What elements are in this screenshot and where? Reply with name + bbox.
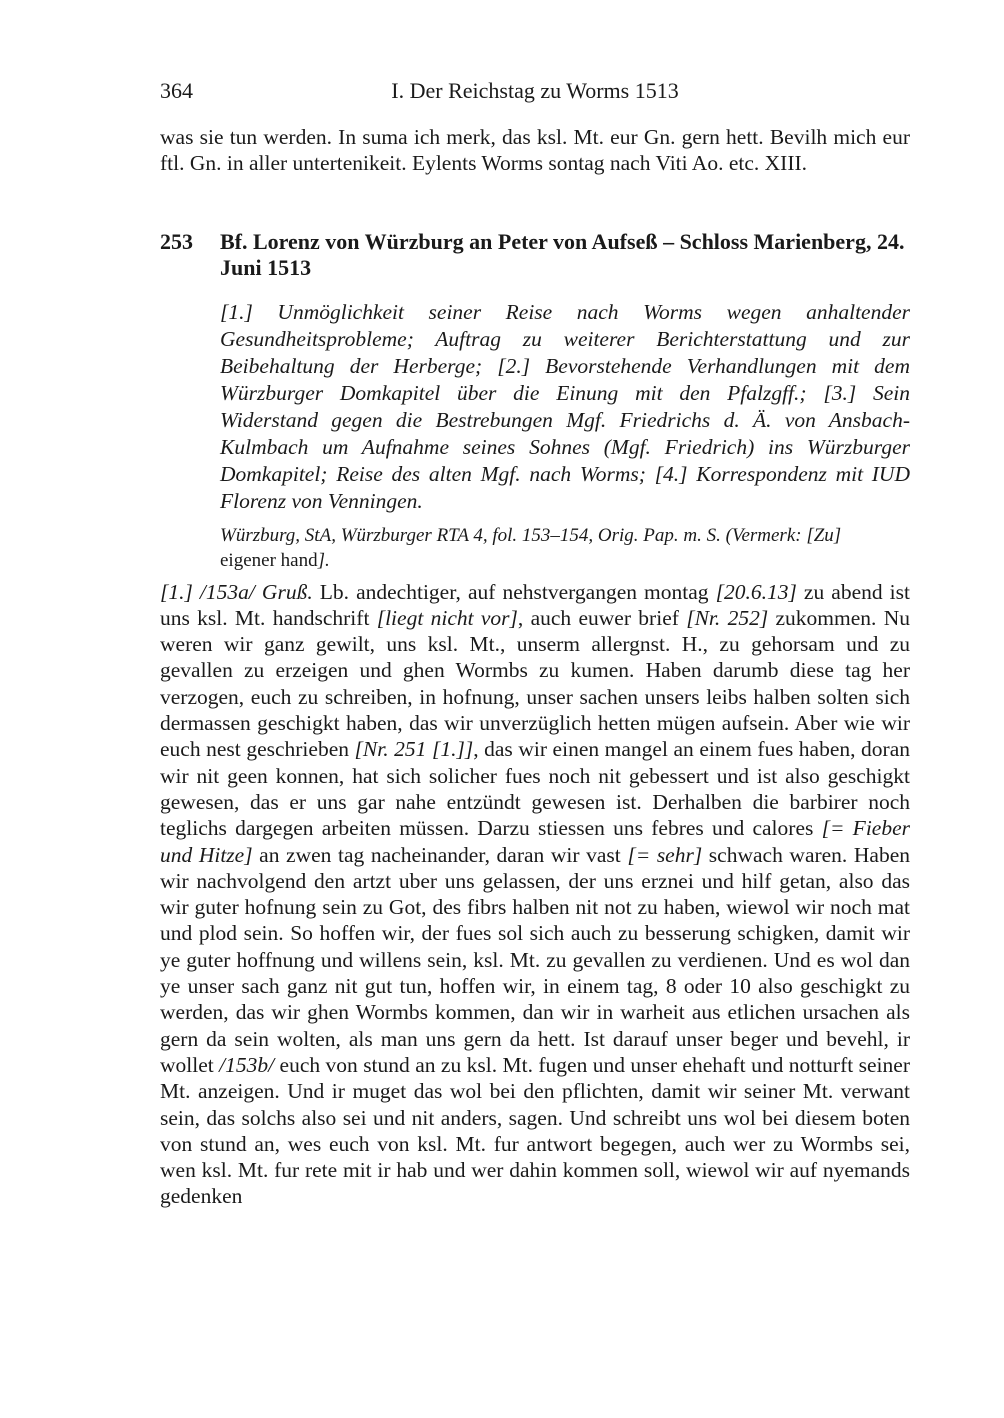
text-segment: , das wir einen mangel an einem fues haben, doran wir nit geen konnen, hat sich solicher fues noch nit gebessert und ist also geschigkt gewesen, das er uns gar nahe entzündt gewesen ist. Derhalben die barbirer noch teglichs dargegen arbeiten müssen. Darzu stiessen uns febres und calores: [160, 737, 911, 841]
section-marker: [1.] /153a/ Gruß.: [160, 579, 313, 604]
text-segment: an zwen tag nacheinander, daran wir vast: [252, 842, 628, 867]
main-text: [160, 579, 910, 1210]
document-summary: [1.] Unmöglichkeit seiner Reise nach Worms wegen anhaltender Gesundheitsprobleme; Auftrag zu weiterer Berichterstattung und zur Beibehaltung der Herberge; [2.] Bevorstehende Verhandlungen mit dem Würzburger Domkapitel über die Einung mit den Pfalzgff.; [3.] Sein Widerstand gegen die Bestrebungen Mgf. Friedrichs d. Ä. von Ansbach-Kulmbach um Aufnahme seines Sohnes (Mgf. Friedrich) ins Würzburger Domkapitel; Reise des alten Mgf. nach Worms; [4.] Korrespondenz mit IUD Florenz von Venningen.: [220, 299, 910, 513]
text-segment: schwach waren. Haben wir nachvolgend den artzt uber uns gelassen, der uns erznei und hilf getan, also das wir guter hofnung sein zu Got, des fibrs halben nit not zu haben, wiewol wir noch mat und plod sein. So hoffen wir, der fues sol sich auch zu besserung schigken, damit wir ye guter hoffnung und willens sein, ksl. Mt. zu gevallen zu verdienen. Und es wol dan ye unser sach ganz nit gut tun, hoffen wir, in einem tag, 8 oder 10 also geschigkt zu werden, das wir ghen Wormbs kommen, dan wir in warheit aus etlichen ursachen als gern da sein wolten, als man uns gern da hett. Ist darauf unser beger und bevehl, ir wollet: [160, 842, 911, 1077]
editorial-date: [20.6.13]: [715, 579, 797, 604]
running-title: I. Der Reichstag zu Worms 1513: [391, 78, 679, 103]
archival-source: [220, 523, 910, 573]
source-archive: Würzburg, StA, Würzburger RTA 4, fol. 153–154, Orig. Pap. m. S. (Vermerk: [Zu]: [220, 524, 842, 546]
document-regest: [220, 299, 910, 573]
cross-reference: [Nr. 251 [1.]]: [354, 737, 474, 762]
text-segment: zukommen. Nu weren wir ganz gewilt, uns ksl. Mt., unserm allergnst. H., zu gehorsam und zu gevallen zu erzeigen und ghen Wormbs zu kumen. Haben darumb diese tag her verzogen, euch zu schreiben, in hofnung, unser sachen unsers leibs halben solten sich dermassen geschigkt haben, das wir unverzüglich hetten mügen aufsein. Aber wie wir euch nest geschrieben: [160, 605, 910, 762]
page-number: 364: [160, 78, 193, 103]
page-header: [160, 78, 910, 108]
editorial-gloss: [= sehr]: [627, 842, 703, 867]
source-note: eigener hand: [220, 549, 318, 571]
document-heading: [160, 229, 910, 281]
text-segment: zu abend ist uns ksl. Mt. handschrift: [160, 579, 910, 630]
intro-paragraph: was sie tun werden. In suma ich merk, das ksl. Mt. eur Gn. gern hett. Bevilh mich eur ftl. Gn. in aller untertenikeit. Eylents Worms sontag nach Viti Ao. etc. XIII.: [160, 125, 910, 176]
source-note-end: ].: [317, 549, 330, 571]
text-segment: euch von stund an zu ksl. Mt. fugen und unser ehehaft und notturft seiner Mt. anzeigen. Und ir muget das wol bei den pflichten, damit wir seiner Mt. verwant sein, das solchs also sei und nit anders, sagen. Und schreibt uns wol bei diesem boten von stund an, wes euch von ksl. Mt. fur antwort begegen, auch wer zu Wormbs sei, wen ksl. Mt. fur rete mit ir hab und wer dahin kommen soll, wiewol wir auf nyemands gedenken: [160, 1052, 910, 1209]
cross-reference: [Nr. 252]: [686, 605, 769, 630]
page: [160, 78, 910, 1210]
document-number: 253: [160, 228, 193, 254]
text-segment: , auch euwer brief: [517, 605, 687, 630]
editorial-note: [liegt nicht vor]: [376, 605, 518, 630]
text-segment: Lb. andechtiger, auf nehstvergangen montag: [312, 579, 716, 604]
folio-marker: /153b/: [219, 1052, 275, 1077]
document-title: Bf. Lorenz von Würzburg an Peter von Aufseß – Schloss Marienberg, 24. Juni 1513: [220, 228, 905, 280]
editorial-gloss: [= Fieber und Hitze]: [160, 816, 910, 867]
